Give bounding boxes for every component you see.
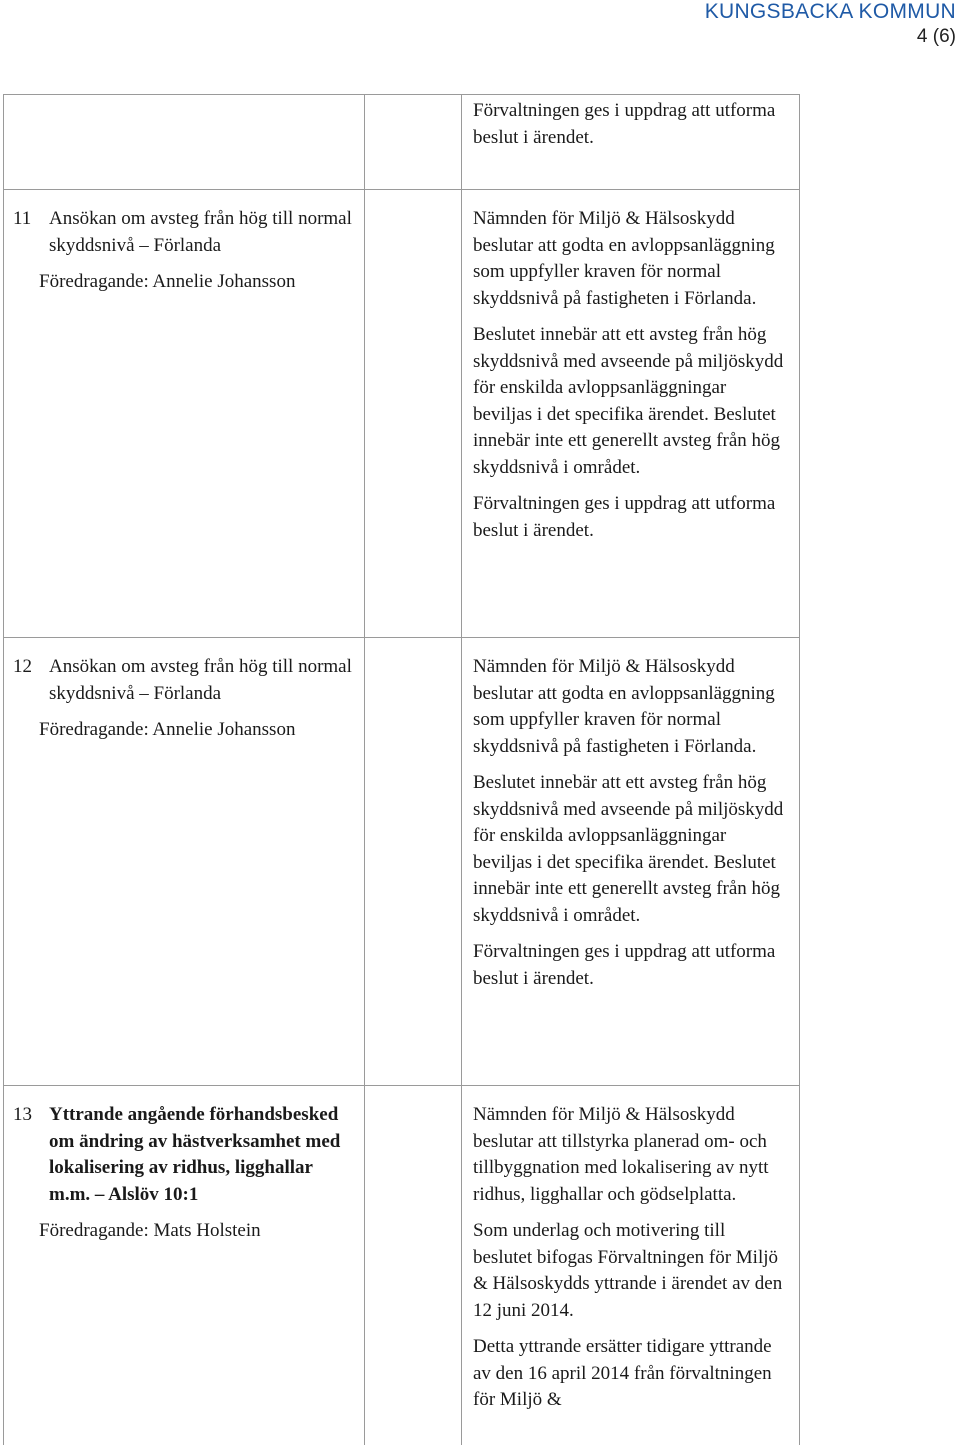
decision-text: Beslutet innebär att ett avsteg från hög skyddsnivå med avseende på miljöskydd för enskilda avloppsanläggningar beviljas i det specifika ärendet. Beslutet innebär inte ett generellt avsteg från hög skyddsnivå i området. — [473, 772, 784, 926]
organization-name: KUNGSBACKA KOMMUN — [704, 0, 956, 23]
decision-text: Förvaltningen ges i uppdrag att utforma beslut i ärendet. — [473, 100, 776, 148]
table-border-right — [799, 94, 800, 1445]
table-border-middle-right — [461, 94, 462, 1445]
table-row — [13, 1102, 353, 1245]
decision-text: Nämnden för Miljö & Hälsoskydd beslutar att tillstyrka planerad om- och tillbyggnation med lokalisering av nytt ridhus, ligghallar och gödselplatta. — [473, 1104, 769, 1205]
decision-text: Förvaltningen ges i uppdrag att utforma beslut i ärendet. — [473, 941, 776, 989]
item-presenter: Föredragande: Annelie Johansson — [39, 271, 296, 292]
table-row — [13, 654, 353, 744]
table-row — [473, 98, 783, 161]
item-title: Ansökan om avsteg från hög till normal skyddsnivå – Förlanda — [49, 656, 352, 704]
table-border-left — [3, 94, 4, 1445]
decision-text: Detta yttrande ersätter tidigare yttrande av den 16 april 2014 från förvaltningen för Miljö & — [473, 1336, 772, 1410]
decision-text: Nämnden för Miljö & Hälsoskydd beslutar att godta en avloppsanläggning som uppfyller kraven för normal skyddsnivå på fastigheten i Förlanda. — [473, 656, 775, 757]
page-number: 4 (6) — [916, 26, 956, 47]
item-presenter: Föredragande: Mats Holstein — [39, 1220, 261, 1241]
table-border-middle-left — [364, 94, 365, 1445]
table-row — [13, 206, 353, 296]
decision-cell — [473, 206, 788, 554]
item-presenter: Föredragande: Annelie Johansson — [39, 719, 296, 740]
row-divider — [3, 189, 800, 190]
decision-cell — [473, 1102, 788, 1424]
item-number: 11 — [13, 208, 32, 229]
item-number: 12 — [13, 656, 32, 677]
row-divider — [3, 637, 800, 638]
decision-text: Nämnden för Miljö & Hälsoskydd beslutar att godta en avloppsanläggning som uppfyller kraven för normal skyddsnivå på fastigheten i Förlanda. — [473, 208, 775, 309]
decision-text: Beslutet innebär att ett avsteg från hög skyddsnivå med avseende på miljöskydd för enskilda avloppsanläggningar beviljas i det specifika ärendet. Beslutet innebär inte ett generellt avsteg från hög skyddsnivå i området. — [473, 324, 784, 478]
row-divider — [3, 1085, 800, 1086]
decision-text: Förvaltningen ges i uppdrag att utforma beslut i ärendet. — [473, 493, 776, 541]
decision-cell — [473, 654, 788, 1002]
table-border-top — [3, 94, 800, 95]
item-number: 13 — [13, 1104, 32, 1125]
item-title: Yttrande angående förhandsbesked om ändring av hästverksamhet med lokalisering av ridhus, ligghallar m.m. – Alslöv 10:1 — [49, 1104, 341, 1205]
decision-text: Som underlag och motivering till beslutet bifogas Förvaltningen för Miljö & Hälsoskydds yttrande i ärendet av den 12 juni 2014. — [473, 1220, 783, 1321]
item-title: Ansökan om avsteg från hög till normal skyddsnivå – Förlanda — [49, 208, 352, 256]
